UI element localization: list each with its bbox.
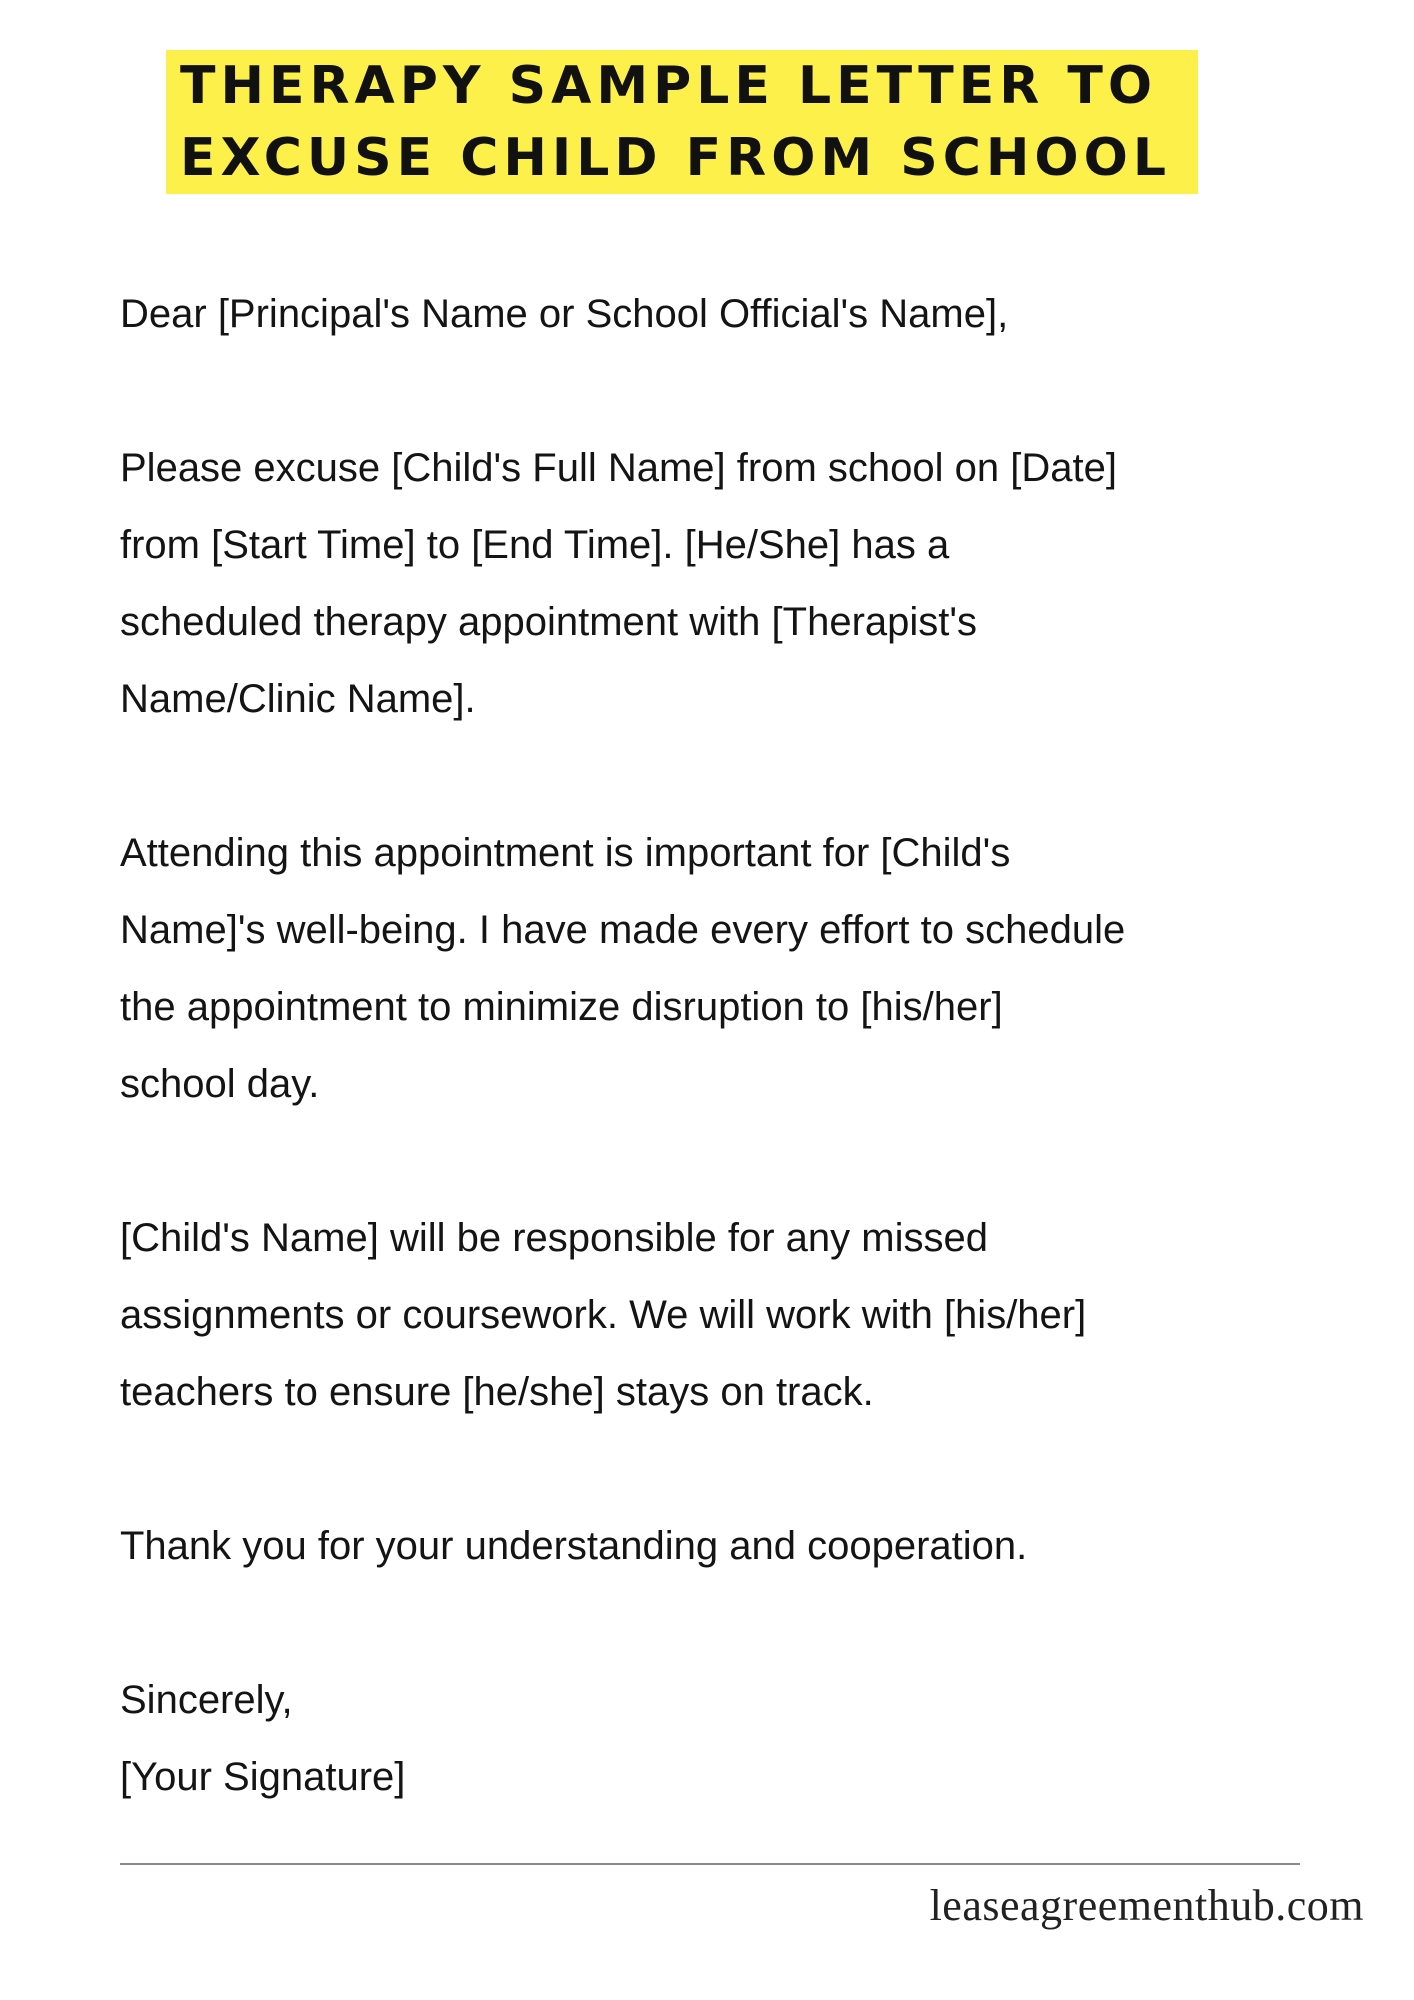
paragraph-3-line: assignments or coursework. We will work with [his/her]: [120, 1293, 1087, 1337]
title-line-2: EXCUSE CHILD FROM SCHOOL: [166, 122, 1198, 194]
paragraph-1-line: from [Start Time] to [End Time]. [He/She] has a: [120, 523, 950, 567]
letter-body: [120, 276, 1350, 1816]
paragraph-1-line: scheduled therapy appointment with [Therapist's: [120, 600, 978, 644]
paragraph-1-line: Please excuse [Child's Full Name] from school on [Date]: [120, 446, 1117, 490]
footer-brand: leaseagreementhub.com: [929, 1881, 1364, 1930]
paragraph-2-line: Name]'s well-being. I have made every effort to schedule: [120, 908, 1126, 952]
paragraph-2-line: school day.: [120, 1062, 320, 1106]
paragraph-2-line: Attending this appointment is important for [Child's: [120, 831, 1011, 875]
closing-block: [120, 1662, 1350, 1816]
paragraph-3-line: [Child's Name] will be responsible for any missed: [120, 1216, 988, 1260]
thanks-paragraph: [120, 1508, 1350, 1585]
salutation: [120, 276, 1350, 353]
salutation-text: Dear [Principal's Name or School Official's Name],: [120, 292, 1009, 336]
closing-text: Sincerely,: [120, 1678, 293, 1722]
paragraph-1: [120, 430, 1350, 738]
paragraph-1-line: Name/Clinic Name].: [120, 677, 476, 721]
signature-placeholder: [Your Signature]: [120, 1755, 406, 1799]
thanks-text: Thank you for your understanding and cooperation.: [120, 1524, 1028, 1568]
paragraph-3-line: teachers to ensure [he/she] stays on track.: [120, 1370, 874, 1414]
title-line-1: THERAPY SAMPLE LETTER TO: [166, 50, 1198, 122]
paragraph-3: [120, 1200, 1350, 1431]
paragraph-2-line: the appointment to minimize disruption to [his/her]: [120, 985, 1003, 1029]
document-title: [166, 50, 1198, 194]
paragraph-2: [120, 815, 1350, 1123]
footer-divider: [120, 1863, 1300, 1865]
